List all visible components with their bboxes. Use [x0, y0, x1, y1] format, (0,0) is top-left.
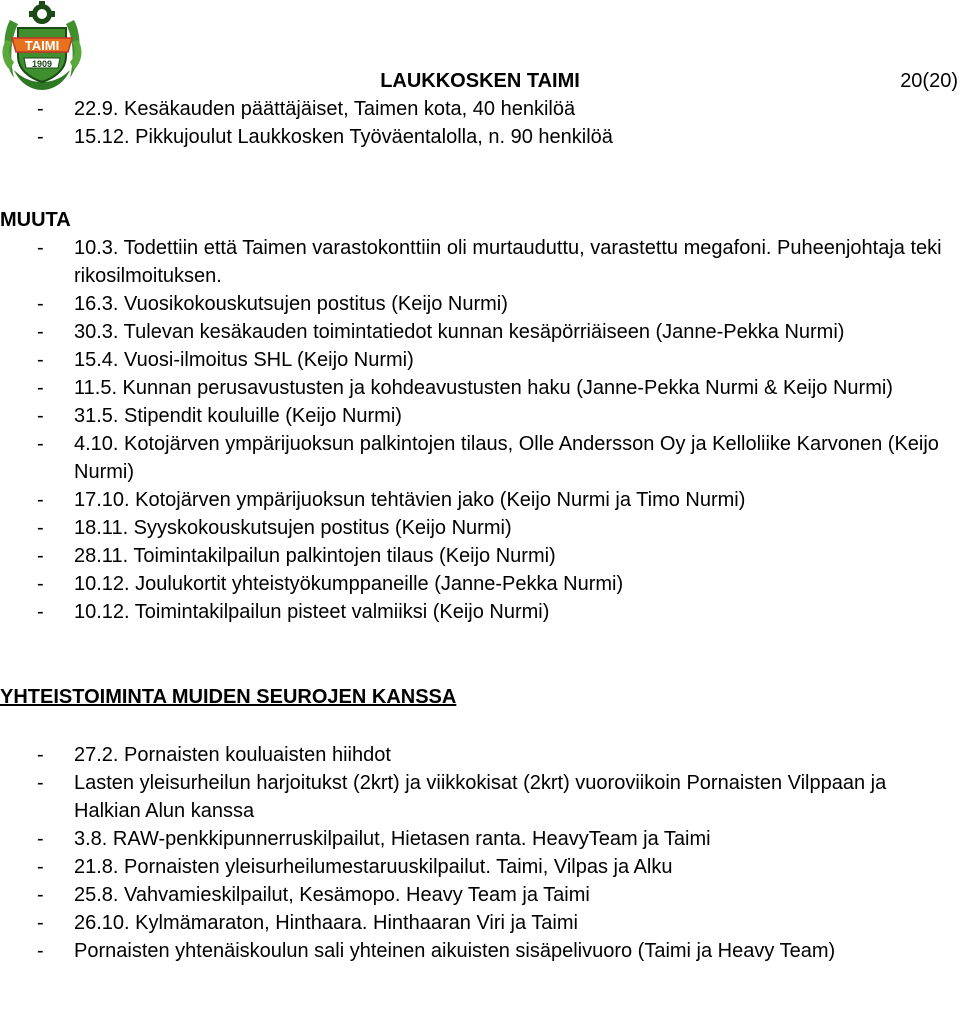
list-item — [0, 881, 958, 909]
section-heading-yhteistoiminta: YHTEISTOIMINTA MUIDEN SEUROJEN KANSSA — [0, 686, 457, 708]
list-item-text: 30.3. Tulevan kesäkauden toimintatiedot kunnan kesäpörriäiseen (Janne-Pekka Nurmi) — [74, 321, 845, 343]
list-item — [0, 825, 958, 853]
list-dash: - — [37, 772, 44, 794]
list-item-text: 3.8. RAW-penkkipunnerruskilpailut, Hietasen ranta. HeavyTeam ja Taimi — [74, 828, 711, 850]
list-item-text: 15.12. Pikkujoulut Laukkosken Työväentalolla, n. 90 henkilöä — [74, 126, 613, 148]
list-item — [0, 542, 958, 570]
list-item-text: Lasten yleisurheilun harjoitukst (2krt) ja viikkokisat (2krt) vuoroviikoin Pornaisten Vilppaan ja Halkian Alun kanssa — [74, 772, 887, 822]
section-heading-muuta: MUUTA — [0, 209, 71, 231]
logo-name-text: TAIMI — [24, 38, 60, 53]
list-item — [0, 430, 958, 486]
list-item-text: 31.5. Stipendit kouluille (Keijo Nurmi) — [74, 405, 402, 427]
list-item-text: 10.3. Todettiin että Taimen varastokonttiin oli murtauduttu, varastettu megafoni. Puheenjohtaja teki rikosilmoituksen. — [74, 237, 942, 287]
document-body — [0, 95, 958, 965]
list-item-text: 22.9. Kesäkauden päättäjäiset, Taimen kota, 40 henkilöä — [74, 98, 576, 120]
list-item — [0, 123, 958, 151]
list-item — [0, 769, 958, 825]
list-item — [0, 937, 958, 965]
header-title: LAUKKOSKEN TAIMI — [380, 70, 580, 92]
list-dash: - — [37, 98, 44, 120]
list-dash: - — [37, 237, 44, 259]
list-item-text: 10.12. Joulukortit yhteistyökumppaneille (Janne-Pekka Nurmi) — [74, 573, 624, 595]
list-item — [0, 95, 958, 123]
list-item — [0, 853, 958, 881]
logo-year-text: 1909 — [31, 59, 53, 69]
list-dash: - — [37, 433, 44, 455]
list-item-text: 21.8. Pornaisten yleisurheilumestaruuskilpailut. Taimi, Vilpas ja Alku — [74, 856, 673, 878]
list-item-text: Pornaisten yhtenäiskoulun sali yhteinen aikuisten sisäpelivuoro (Taimi ja Heavy Team) — [74, 940, 836, 962]
list-item — [0, 598, 958, 626]
list-dash: - — [37, 912, 44, 934]
list-dash: - — [37, 349, 44, 371]
list-item — [0, 402, 958, 430]
list-dash: - — [37, 940, 44, 962]
list-dash: - — [37, 884, 44, 906]
list-item — [0, 570, 958, 598]
list-dash: - — [37, 573, 44, 595]
list-dash: - — [37, 517, 44, 539]
list-item — [0, 741, 958, 769]
list-item — [0, 234, 958, 290]
list-dash: - — [37, 601, 44, 623]
list-dash: - — [37, 377, 44, 399]
list-dash: - — [37, 856, 44, 878]
list-dash: - — [37, 321, 44, 343]
list-item-text: 16.3. Vuosikokouskutsujen postitus (Keijo Nurmi) — [74, 293, 508, 315]
list-item-text: 27.2. Pornaisten kouluaisten hiihdot — [74, 744, 391, 766]
list-item — [0, 486, 958, 514]
list-item-text: 26.10. Kylmämaraton, Hinthaara. Hinthaaran Viri ja Taimi — [74, 912, 578, 934]
list-item-text: 15.4. Vuosi-ilmoitus SHL (Keijo Nurmi) — [74, 349, 414, 371]
page-number: 20(20) — [900, 70, 958, 92]
list-dash: - — [37, 744, 44, 766]
list-item-text: 28.11. Toimintakilpailun palkintojen tilaus (Keijo Nurmi) — [74, 545, 556, 567]
list-dash: - — [37, 126, 44, 148]
list-dash: - — [37, 545, 44, 567]
list-item-text: 11.5. Kunnan perusavustusten ja kohdeavustusten haku (Janne-Pekka Nurmi & Keijo Nurmi) — [74, 377, 893, 399]
list-item — [0, 346, 958, 374]
list-dash: - — [37, 293, 44, 315]
list-item — [0, 290, 958, 318]
list-item-text: 18.11. Syyskokouskutsujen postitus (Keijo Nurmi) — [74, 517, 512, 539]
list-item-text: 4.10. Kotojärven ympärijuoksun palkintojen tilaus, Olle Andersson Oy ja Kelloliike Karvonen (Keijo Nurmi) — [74, 433, 939, 483]
list-item-text: 17.10. Kotojärven ympärijuoksun tehtävien jako (Keijo Nurmi ja Timo Nurmi) — [74, 489, 746, 511]
list-item — [0, 514, 958, 542]
list-item — [0, 909, 958, 937]
list-dash: - — [37, 405, 44, 427]
list-dash: - — [37, 489, 44, 511]
list-item-text: 10.12. Toimintakilpailun pisteet valmiiksi (Keijo Nurmi) — [74, 601, 550, 623]
list-item-text: 25.8. Vahvamieskilpailut, Kesämopo. Heavy Team ja Taimi — [74, 884, 590, 906]
list-item — [0, 374, 958, 402]
list-dash: - — [37, 828, 44, 850]
list-item — [0, 318, 958, 346]
